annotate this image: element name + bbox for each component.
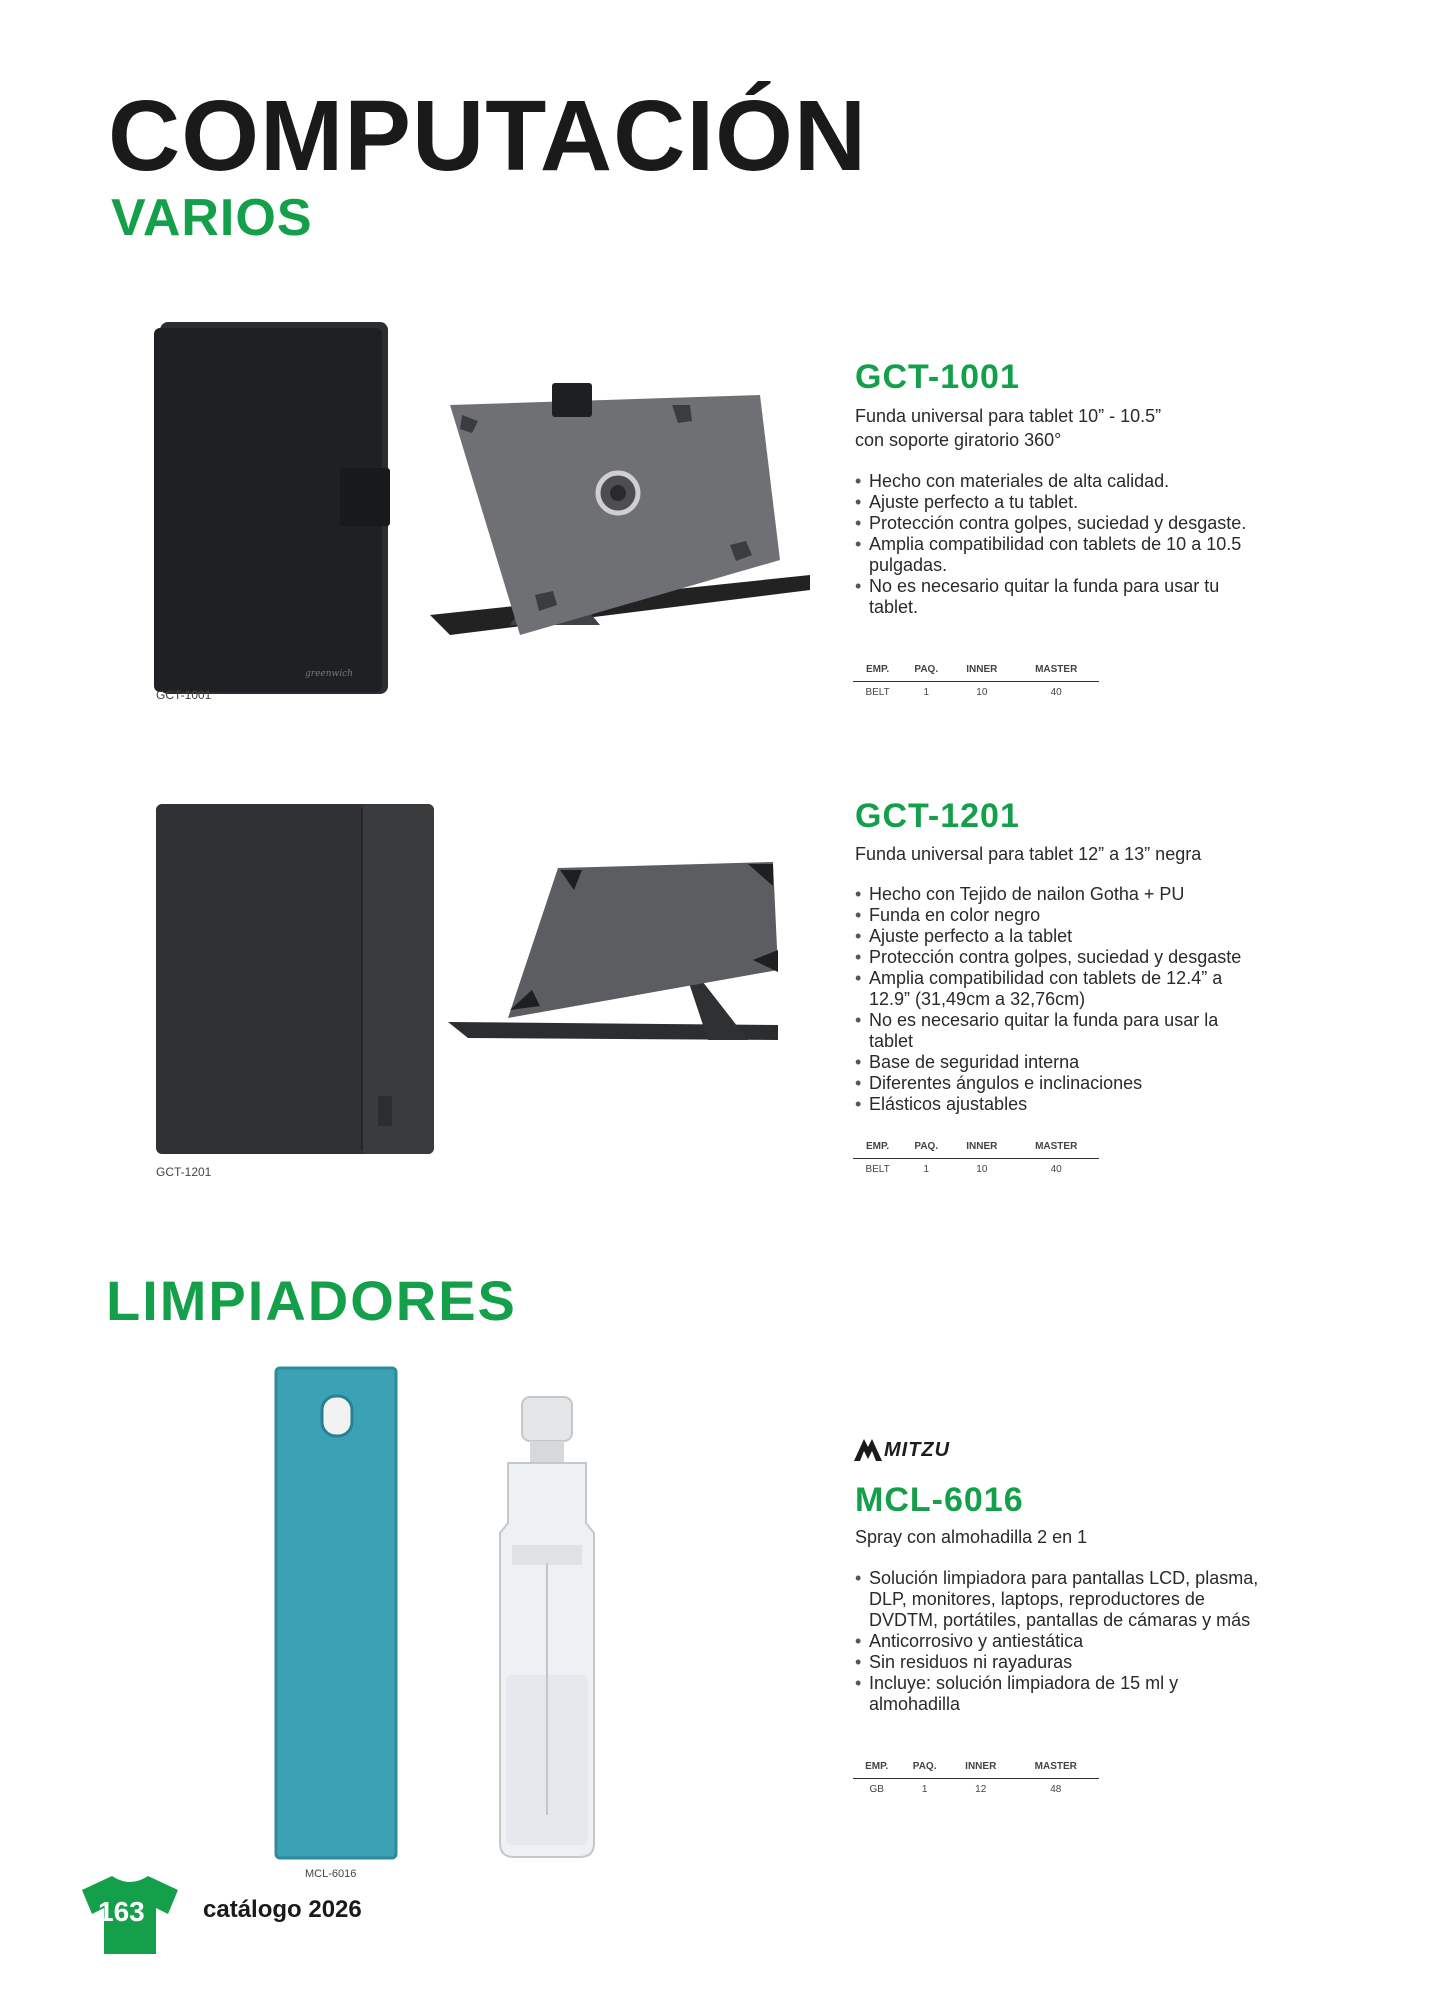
product-code: GCT-1001 <box>855 358 1020 396</box>
feature-item: • Hecho con materiales de alta calidad. <box>855 471 1265 492</box>
feature-item: • Hecho con Tejido de nailon Gotha + PU <box>855 884 1265 905</box>
feature-item: • Elásticos ajustables <box>855 1094 1265 1115</box>
product-image-mcl-6016-pad <box>274 1366 398 1860</box>
section-title: LIMPIADORES <box>106 1269 517 1332</box>
page-title: COMPUTACIÓN <box>108 80 868 192</box>
feature-item: • No es necesario quitar la funda para usar tu tablet. <box>855 576 1265 618</box>
feature-item: • Protección contra golpes, suciedad y desgaste <box>855 947 1265 968</box>
feature-item: • Ajuste perfecto a la tablet <box>855 926 1265 947</box>
feature-item: • No es necesario quitar la funda para usar la tablet <box>855 1010 1265 1052</box>
product-image-mcl-6016-bottle <box>494 1395 600 1862</box>
svg-text:greenwich: greenwich <box>305 669 353 679</box>
feature-item: • Solución limpiadora para pantallas LCD, plasma, DLP, monitores, laptops, reproductores de DVDTM, portátiles, pantallas de cámaras y más <box>855 1568 1260 1631</box>
product-caption: GCT-1201 <box>156 1165 212 1179</box>
feature-item: • Base de seguridad interna <box>855 1052 1265 1073</box>
product-image-gct-1001-closed <box>150 318 395 698</box>
feature-item: • Anticorrosivo y antiestática <box>855 1631 1260 1652</box>
product-code: GCT-1201 <box>855 797 1020 835</box>
catalog-label: catálogo 2026 <box>203 1896 362 1923</box>
product-image-gct-1201-closed <box>152 800 437 1158</box>
product-image-gct-1201-stand <box>448 860 784 1055</box>
feature-item: • Ajuste perfecto a tu tablet. <box>855 492 1265 513</box>
feature-item: • Diferentes ángulos e inclinaciones <box>855 1073 1265 1094</box>
brand-name: MITZU <box>884 1438 951 1461</box>
mitzu-logo-icon <box>854 1439 882 1461</box>
feature-item: • Sin residuos ni rayaduras <box>855 1652 1260 1673</box>
category-subtitle: VARIOS <box>111 189 313 247</box>
feature-item: • Funda en color negro <box>855 905 1265 926</box>
product-features <box>855 884 1265 1115</box>
product-code: MCL-6016 <box>855 1481 1024 1519</box>
product-image-gct-1001-stand <box>410 375 810 645</box>
product-description: Funda universal para tablet 12” a 13” negra <box>855 844 1202 864</box>
product-caption: MCL-6016 <box>305 1868 357 1880</box>
product-features <box>855 471 1265 618</box>
feature-item: • Amplia compatibilidad con tablets de 12.4” a 12.9” (31,49cm a 32,76cm) <box>855 968 1265 1010</box>
brand-logo-mitzu <box>854 1436 950 1464</box>
feature-item: • Incluye: solución limpiadora de 15 ml y almohadilla <box>855 1673 1260 1715</box>
product-description: Spray con almohadilla 2 en 1 <box>855 1527 1088 1547</box>
packaging-table: EMP. PAQ. INNER MASTER GB 1 12 48 <box>853 1761 1099 1795</box>
feature-item: • Amplia compatibilidad con tablets de 10 a 10.5 pulgadas. <box>855 534 1265 576</box>
page-number: 163 <box>98 1896 145 1927</box>
product-caption: GCT-1001 <box>156 688 212 702</box>
product-features <box>855 1568 1260 1715</box>
packaging-table: EMP. PAQ. INNER MASTER BELT 1 10 40 <box>853 1141 1099 1175</box>
product-description: Funda universal para tablet 10” - 10.5” con soporte giratorio 360° <box>855 406 1162 450</box>
feature-item: • Protección contra golpes, suciedad y desgaste. <box>855 513 1265 534</box>
packaging-table: EMP. PAQ. INNER MASTER BELT 1 10 40 <box>853 664 1099 698</box>
